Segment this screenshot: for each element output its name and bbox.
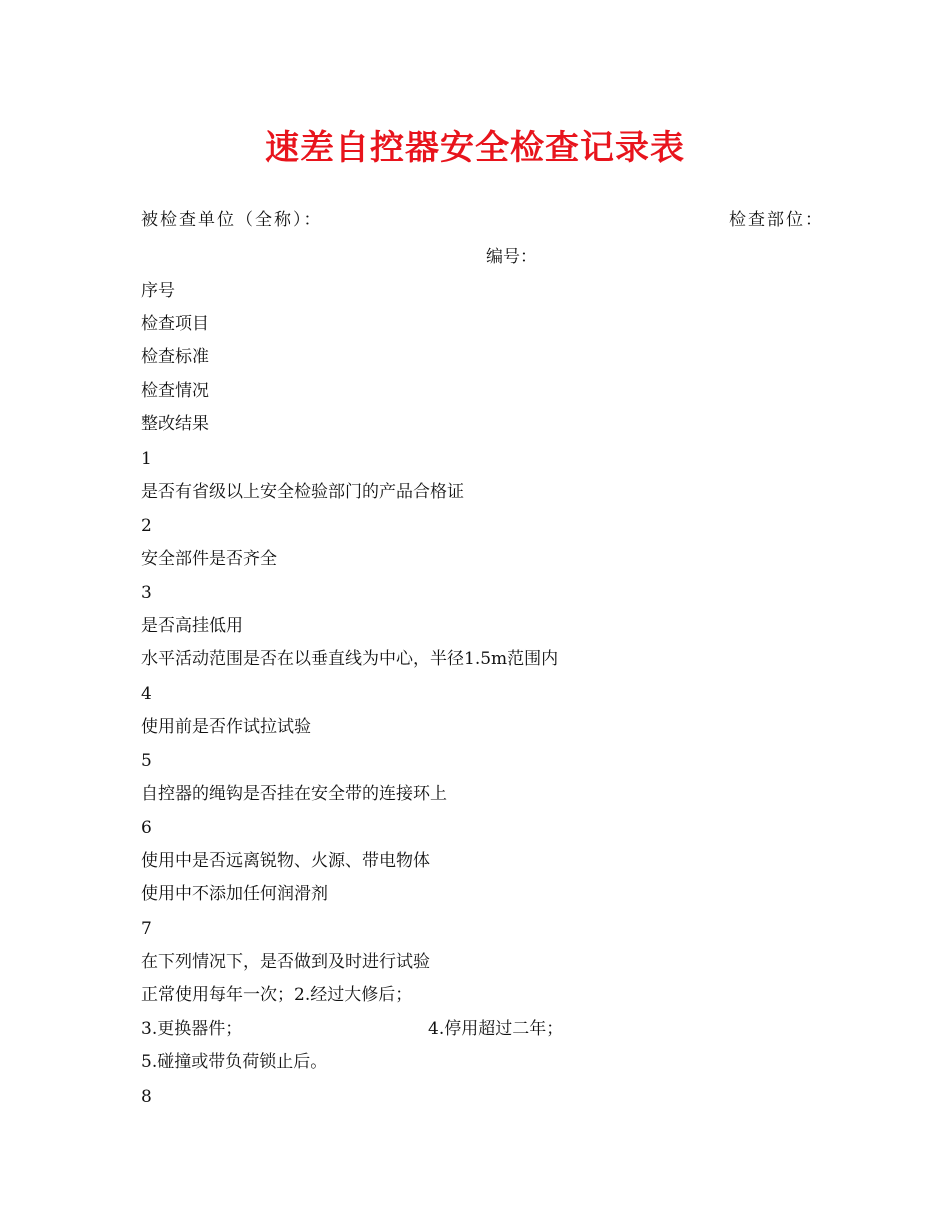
row-text: 是否有省级以上安全检验部门的产品合格证 [141, 482, 464, 502]
row-number: 5 [141, 751, 152, 771]
row-text: 5.碰撞或带负荷锁止后。 [141, 1052, 328, 1072]
row-text: 使用中是否远离锐物、火源、带电物体 [141, 851, 430, 871]
row-number: 4 [141, 684, 152, 704]
column-header-result: 整改结果 [141, 414, 209, 434]
inspected-unit-label: 被检查单位（全称）： [141, 210, 323, 230]
row-text: 正常使用每年一次；2.经过大修后； [141, 985, 413, 1005]
column-header-standard: 检查标准 [141, 347, 209, 367]
row-number: 2 [141, 516, 152, 536]
row-number: 6 [141, 818, 152, 838]
row-number: 1 [141, 449, 152, 469]
column-header-item: 检查项目 [141, 314, 209, 334]
row-text-secondary: 4.停用超过二年； [428, 1019, 564, 1039]
row-text: 安全部件是否齐全 [141, 549, 277, 569]
column-header-serial: 序号 [141, 281, 175, 301]
row-number: 7 [141, 919, 152, 939]
row-text: 在下列情况下，是否做到及时进行试验 [141, 952, 430, 972]
row-number: 3 [141, 583, 152, 603]
row-text: 使用前是否作试拉试验 [141, 717, 311, 737]
row-text: 使用中不添加任何润滑剂 [141, 884, 328, 904]
document-title: 速差自控器安全检查记录表 [265, 128, 685, 168]
record-number-label: 编号： [486, 247, 537, 267]
row-number: 8 [141, 1087, 152, 1107]
row-text: 自控器的绳钩是否挂在安全带的连接环上 [141, 784, 447, 804]
column-header-status: 检查情况 [141, 381, 209, 401]
row-text: 3.更换器件； [141, 1019, 243, 1039]
row-text: 是否高挂低用 [141, 616, 243, 636]
inspection-location-label: 检查部位： [729, 210, 824, 230]
row-text: 水平活动范围是否在以垂直线为中心，半径1.5m范围内 [141, 649, 559, 669]
